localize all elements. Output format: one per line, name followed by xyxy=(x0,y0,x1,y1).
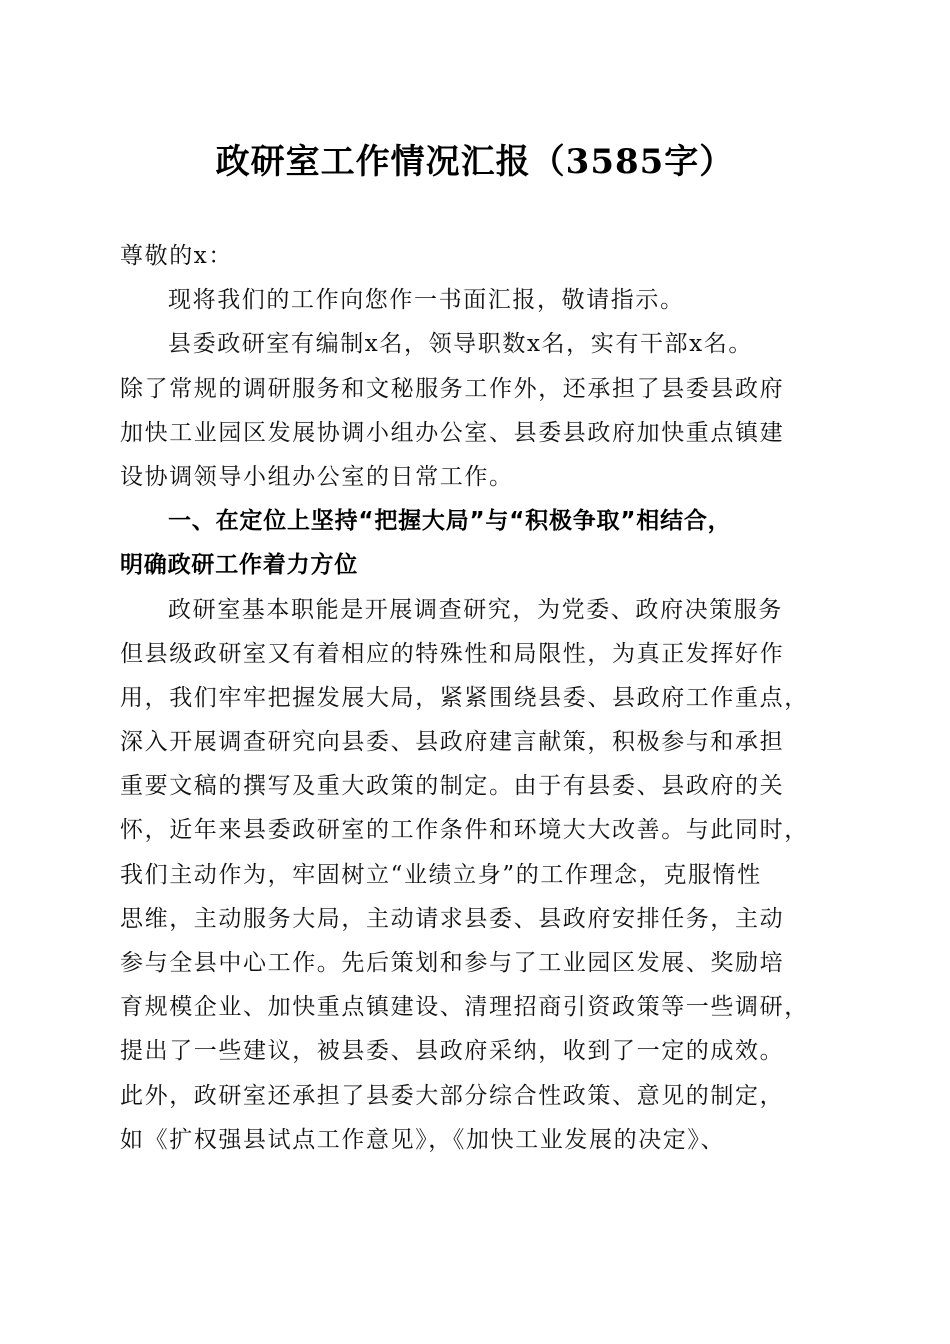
section-heading-line: 明确政研工作着力方位 xyxy=(120,552,358,579)
paragraph-line: 加快工业园区发展协调小组办公室、县委县政府加快重点镇建 xyxy=(120,419,785,446)
paragraph-line: 政研室基本职能是开展调查研究，为党委、政府决策服务 xyxy=(168,596,783,623)
paragraph-line: 怀，近年来县委政研室的工作条件和环境大大改善。与此同时， xyxy=(120,817,809,844)
paragraph-line: 除了常规的调研服务和文秘服务工作外，还承担了县委县政府 xyxy=(120,375,785,402)
paragraph-line: 提出了一些建议，被县委、县政府采纳，收到了一定的成效。 xyxy=(120,1038,785,1065)
paragraph-line: 县委政研室有编制x名，领导职数x名，实有干部x名。 xyxy=(168,331,753,358)
paragraph-line: 现将我们的工作向您作一书面汇报，敬请指示。 xyxy=(168,287,685,314)
paragraph-line: 思维，主动服务大局，主动请求县委、县政府安排任务，主动 xyxy=(120,905,785,932)
paragraph-line: 深入开展调查研究向县委、县政府建言献策，积极参与和承担 xyxy=(120,729,785,756)
paragraph-line: 如《扩权强县试点工作意见》，《加快工业发展的决定》、 xyxy=(120,1126,726,1153)
document-body xyxy=(120,234,836,1162)
paragraph-line: 设协调领导小组办公室的日常工作。 xyxy=(120,463,514,490)
paragraph-line: 我们主动作为，牢固树立“业绩立身”的工作理念，克服惰性 xyxy=(120,861,762,888)
paragraph-line: 重要文稿的撰写及重大政策的制定。由于有县委、县政府的关 xyxy=(120,773,785,800)
paragraph-line: 但县级政研室又有着相应的特殊性和局限性，为真正发挥好作 xyxy=(120,640,785,667)
paragraph-line: 育规模企业、加快重点镇建设、清理招商引资政策等一些调研， xyxy=(120,994,809,1021)
section-heading-line: 一、在定位上坚持“把握大局”与“积极争取”相结合， xyxy=(168,508,732,535)
paragraph-line: 用，我们牢牢把握发展大局，紧紧围绕县委、县政府工作重点， xyxy=(120,684,809,711)
paragraph-line: 此外，政研室还承担了县委大部分综合性政策、意见的制定， xyxy=(120,1082,785,1109)
paragraph-line: 参与全县中心工作。先后策划和参与了工业园区发展、奖励培 xyxy=(120,950,785,976)
salutation: 尊敬的x： xyxy=(120,243,233,269)
document-title: 政研室工作情况汇报（3585字） xyxy=(215,142,735,182)
